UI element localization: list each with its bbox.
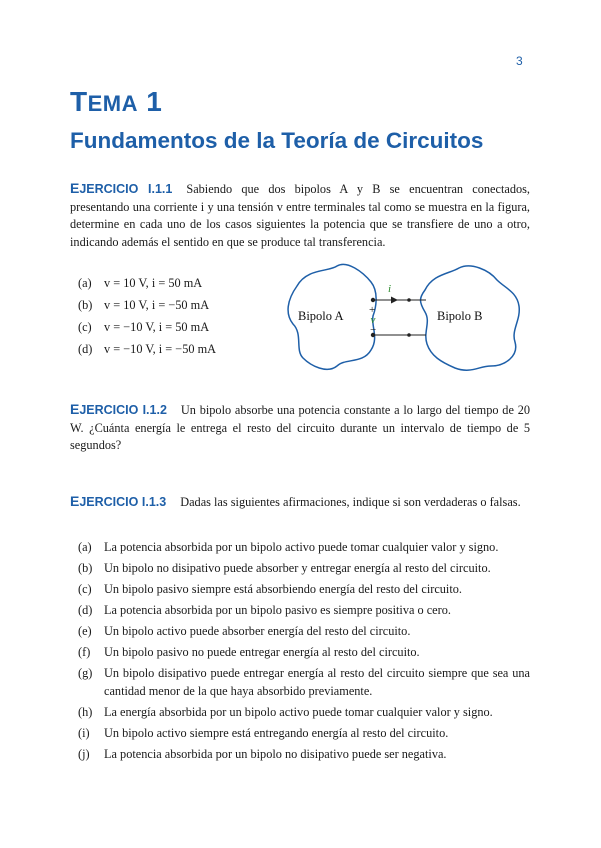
option-row: (a) v = 10 V, i = 50 mA xyxy=(78,276,203,290)
list-item: (i) Un bipolo activo siempre está entregando energía al resto del circuito. xyxy=(78,725,449,740)
list-item: (h) La energía absorbida por un bipolo activo puede tomar cualquier valor y signo. xyxy=(78,704,493,719)
option-row: (c) v = −10 V, i = 50 mA xyxy=(78,320,210,334)
page-number: 3 xyxy=(516,54,523,68)
bipole-a-label: Bipolo A xyxy=(298,309,344,323)
chapter-number: 1 xyxy=(146,86,163,117)
exercise-1-label: EJERCICIO I.1.1 xyxy=(70,180,173,196)
list-item: (b) Un bipolo no disipativo puede absorber y entregar energía al resto del circuito. xyxy=(78,561,491,575)
circuit-figure xyxy=(283,262,531,374)
terminal-top xyxy=(371,298,375,302)
bipole-b-label: Bipolo B xyxy=(437,309,483,323)
list-item: (g) Un bipolo disipativo puede entregar energía al resto del circuito siempre que sea una cantidad menor de la que haya absorbido previamente. xyxy=(78,666,530,698)
list-item: (d) La potencia absorbida por un bipolo pasivo es siempre positiva o cero. xyxy=(78,603,451,617)
exercise-3-list xyxy=(78,539,530,767)
option-row: (b) v = 10 V, i = −50 mA xyxy=(78,298,210,312)
list-item: (a) La potencia absorbida por un bipolo activo puede tomar cualquier valor y signo. xyxy=(78,540,499,554)
exercise-2-label: EJERCICIO I.1.2 xyxy=(70,401,167,417)
plus-sign: + xyxy=(369,304,376,316)
node-top xyxy=(407,298,411,302)
exercise-1-options xyxy=(78,272,216,360)
chapter-title: Fundamentos de la Teoría de Circuitos xyxy=(70,128,484,153)
exercise-3-text: Dadas las siguientes afirmaciones, indique si son verdaderas o falsas. xyxy=(180,495,521,509)
list-item: (e) Un bipolo activo puede absorber energía del resto del circuito. xyxy=(78,624,411,638)
node-bottom xyxy=(407,333,411,337)
exercise-1 xyxy=(70,180,530,251)
current-arrow-icon xyxy=(391,297,398,304)
chapter-label-first: T xyxy=(70,86,88,117)
list-item: (c) Un bipolo pasivo siempre está absorbiendo energía del resto del circuito. xyxy=(78,582,462,596)
voltage-label: v xyxy=(370,314,376,326)
exercise-2-text: Un bipolo absorbe una potencia constante a lo largo del tiempo de 20 W. ¿Cuánta energía le entrega el resto del circuito durante un intervalo de tiempo de 5 segundos? xyxy=(70,403,530,452)
current-label: i xyxy=(388,283,392,295)
exercise-2 xyxy=(70,401,530,455)
chapter-label-rest: EMA xyxy=(87,91,138,116)
list-item: (f) Un bipolo pasivo no puede entregar energía al resto del circuito. xyxy=(78,645,420,659)
option-row: (d) v = −10 V, i = −50 mA xyxy=(78,342,217,356)
exercise-3-label: EJERCICIO I.1.3 xyxy=(70,493,167,509)
exercise-3 xyxy=(70,493,530,512)
list-item: (j) La potencia absorbida por un bipolo no disipativo puede ser negativa. xyxy=(78,746,447,761)
exercise-1-text: Sabiendo que dos bipolos A y B se encuentran conectados, presentando una corriente i y una tensión v entre terminales tal como se muestra en la figura, determine en cada uno de los casos siguientes la potencia que se transfiere de uno a otro, indicando además el sentido en que se produce tal transferencia. xyxy=(70,182,530,249)
chapter-label xyxy=(70,86,162,118)
minus-sign: − xyxy=(370,324,377,336)
